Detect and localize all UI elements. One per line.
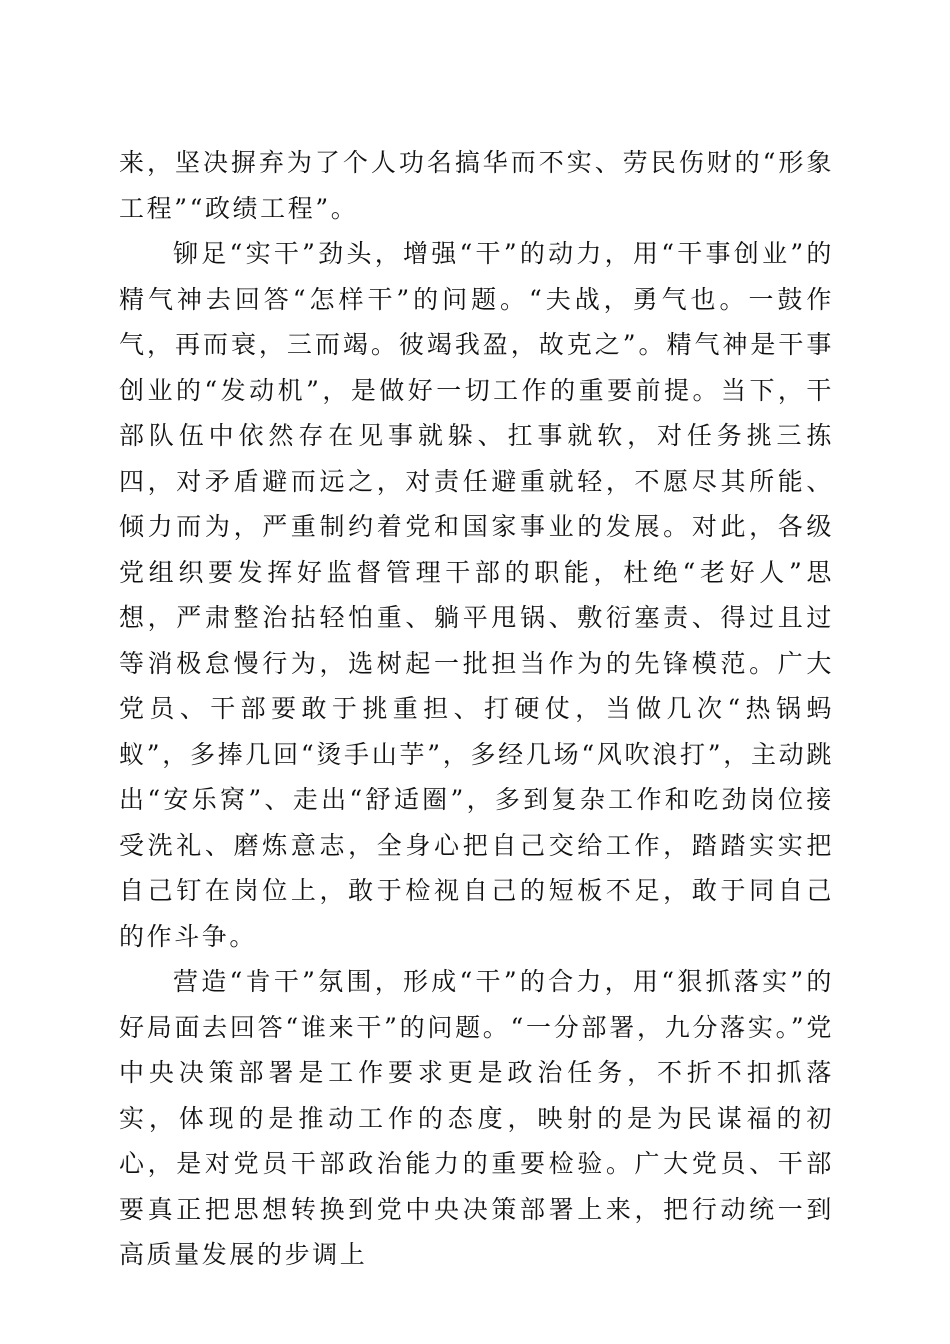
document-body bbox=[119, 140, 834, 1278]
paragraph-continuation: 来，坚决摒弃为了个人功名搞华而不实、劳民伤财的“形象工程”“政绩工程”。 bbox=[119, 148, 834, 223]
paragraph-kengan: 营造“肯干”氛围，形成“干”的合力，用“狠抓落实”的好局面去回答“谁来干”的问题。“一分部署，九分落实。”党中央决策部署是工作要求更是政治任务，不折不扣抓落实，体现的是推动工作的态度，映射的是为民谋福的初心，是对党员干部政治能力的重要检验。广大党员、干部要真正把思想转换到党中央决策部署上来，把行动统一到高质量发展的步调上 bbox=[119, 967, 834, 1269]
paragraph-shigan: 铆足“实干”劲头，增强“干”的动力，用“干事创业”的精气神去回答“怎样干”的问题。“夫战，勇气也。一鼓作气，再而衰，三而竭。彼竭我盈，故克之”。精气神是干事创业的“发动机”，是做好一切工作的重要前提。当下，干部队伍中依然存在见事就躲、扛事就软，对任务挑三拣四，对矛盾避而远之，对责任避重就轻，不愿尽其所能、倾力而为，严重制约着党和国家事业的发展。对此，各级党组织要发挥好监督管理干部的职能，杜绝“老好人”思想，严肃整治拈轻怕重、躺平甩锅、敷衍塞责、得过且过等消极怠慢行为，选树起一批担当作为的先锋模范。广大党员、干部要敢于挑重担、打硬仗，当做几次“热锅蚂蚁”，多捧几回“烫手山芋”，多经几场“风吹浪打”，主动跳出“安乐窝”、走出“舒适圈”，多到复杂工作和吃劲岗位接受洗礼、磨炼意志，全身心把自己交给工作，踏踏实实把自己钉在岗位上，敢于检视自己的短板不足，敢于同自己的作斗争。 bbox=[119, 239, 834, 951]
